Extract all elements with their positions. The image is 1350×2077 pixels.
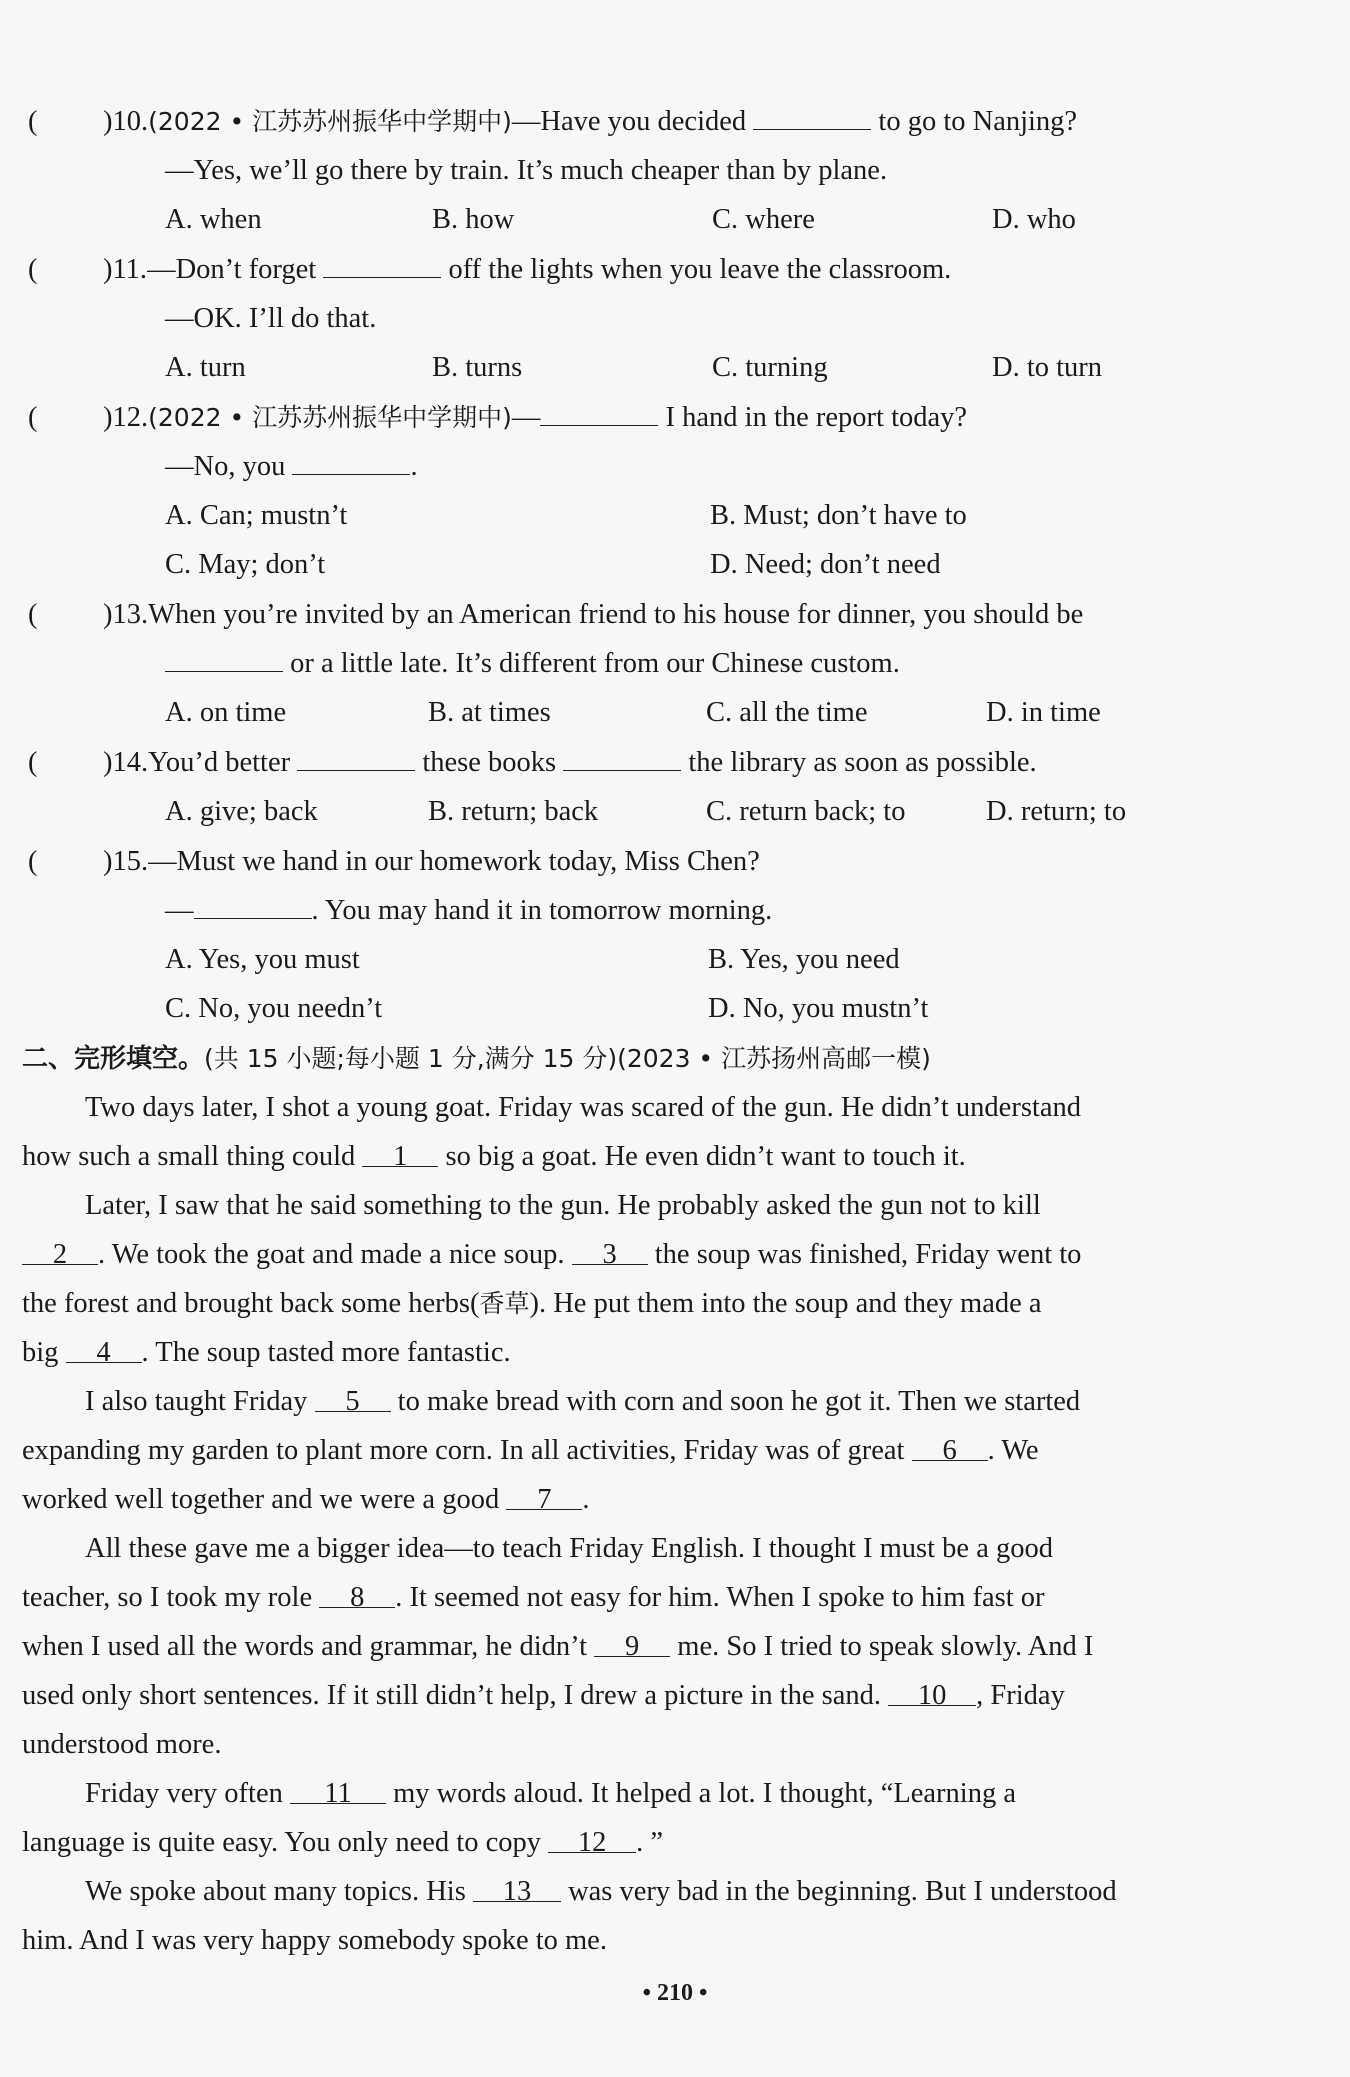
question-number: )12. (103, 402, 149, 433)
option-a[interactable]: A. when (165, 204, 262, 235)
cloze-blank-7[interactable]: 7 (506, 1485, 582, 1510)
answer-blank[interactable] (297, 746, 415, 771)
section-title: 二、完形填空。 (22, 1044, 205, 1074)
section-info: (共 15 小题;每小题 1 分,满分 15 分)(2023 • 江苏扬州高邮一模) (204, 1044, 931, 1073)
answer-bracket-15[interactable]: ( (28, 846, 38, 877)
option-d[interactable]: D. in time (986, 697, 1101, 728)
question-13-stem-cont: or a little late. It’s different from our Chinese custom. (165, 644, 900, 684)
option-d[interactable]: D. No, you mustn’t (708, 993, 929, 1024)
passage-line: understood more. (22, 1729, 222, 1760)
page-number: • 210 • (642, 1980, 708, 2006)
cloze-blank-11[interactable]: 11 (290, 1779, 386, 1804)
answer-bracket-11[interactable]: ( (28, 254, 38, 285)
answer-bracket-14[interactable]: ( (28, 747, 38, 778)
answer-bracket-12[interactable]: ( (28, 402, 38, 433)
passage-line: how such a small thing could 1 so big a goat. He even didn’t want to touch it. (22, 1141, 966, 1172)
option-d[interactable]: D. who (992, 204, 1076, 235)
option-a[interactable]: A. give; back (165, 796, 318, 827)
passage-line: big 4 . The soup tasted more fantastic. (22, 1337, 511, 1368)
question-15-response: — . You may hand it in tomorrow morning. (165, 895, 773, 926)
passage-line: teacher, so I took my role 8 . It seemed not easy for him. When I spoke to him fast or (22, 1582, 1045, 1613)
question-number: )15. (103, 846, 149, 877)
passage-line: All these gave me a bigger idea—to teach Friday English. I thought I must be a good (85, 1533, 1053, 1564)
option-c[interactable]: C. turning (712, 352, 828, 383)
passage-line: when I used all the words and grammar, he didn’t 9 me. So I tried to speak slowly. And I (22, 1631, 1094, 1662)
passage-line: Two days later, I shot a young goat. Friday was scared of the gun. He didn’t understand (85, 1092, 1081, 1123)
section-heading (22, 1039, 931, 1079)
cloze-blank-10[interactable]: 10 (888, 1681, 976, 1706)
question-10-stem: )10.(2022 • 江苏苏州振华中学期中)—Have you decided to go to Nanjing? (103, 106, 1078, 137)
question-source: (2022 • 江苏苏州振华中学期中) (148, 107, 512, 136)
question-number: )14. (103, 747, 149, 778)
passage-line: 2 . We took the goat and made a nice soup. 3 the soup was finished, Friday went to (22, 1235, 1081, 1275)
question-11-response: —OK. I’ll do that. (165, 303, 377, 334)
option-a[interactable]: A. turn (165, 352, 246, 383)
passage-line: language is quite easy. You only need to copy 12 . ” (22, 1827, 664, 1858)
question-13-stem: )13.When you’re invited by an American friend to his house for dinner, you should be (103, 599, 1084, 630)
answer-blank[interactable] (165, 647, 283, 672)
answer-bracket-13[interactable]: ( (28, 599, 38, 630)
answer-blank[interactable] (540, 401, 658, 426)
option-b[interactable]: B. return; back (428, 796, 599, 827)
passage-line: him. And I was very happy somebody spoke to me. (22, 1925, 607, 1956)
question-12-stem: )12.(2022 • 江苏苏州振华中学期中)— I hand in the report today? (103, 402, 968, 433)
passage-line: worked well together and we were a good 7 . (22, 1484, 590, 1515)
cloze-blank-9[interactable]: 9 (594, 1632, 670, 1657)
cloze-blank-8[interactable]: 8 (319, 1583, 395, 1608)
question-15-stem: )15.—Must we hand in our homework today, Miss Chen? (103, 846, 760, 877)
passage-line: We spoke about many topics. His 13 was very bad in the beginning. But I understood (85, 1876, 1117, 1907)
question-10-response: —Yes, we’ll go there by train. It’s much cheaper than by plane. (165, 155, 888, 186)
cloze-blank-5[interactable]: 5 (315, 1387, 391, 1412)
option-b[interactable]: B. Yes, you need (708, 944, 900, 975)
answer-blank[interactable] (323, 253, 441, 278)
option-b[interactable]: B. turns (432, 352, 523, 383)
cloze-blank-12[interactable]: 12 (548, 1828, 636, 1853)
option-c[interactable]: C. May; don’t (165, 549, 326, 580)
passage-line: Friday very often 11 my words aloud. It helped a lot. I thought, “Learning a (85, 1778, 1016, 1809)
question-number: )11. (103, 254, 148, 285)
option-b[interactable]: B. how (432, 204, 515, 235)
option-c[interactable]: C. all the time (706, 697, 868, 728)
cloze-blank-1[interactable]: 1 (362, 1142, 438, 1167)
option-c[interactable]: C. return back; to (706, 796, 906, 827)
cloze-blank-2[interactable]: 2 (22, 1240, 98, 1265)
answer-bracket-10[interactable]: ( (28, 106, 38, 137)
option-d[interactable]: D. to turn (992, 352, 1103, 383)
passage-line: used only short sentences. If it still didn’t help, I drew a picture in the sand. 10 , Friday (22, 1680, 1065, 1711)
answer-blank[interactable] (563, 746, 681, 771)
answer-blank[interactable] (753, 105, 871, 130)
option-d[interactable]: D. Need; don’t need (710, 549, 941, 580)
option-d[interactable]: D. return; to (986, 796, 1127, 827)
question-source: (2022 • 江苏苏州振华中学期中) (148, 403, 512, 432)
question-14-stem: )14.You’d better these books the library as soon as possible. (103, 747, 1037, 778)
question-number: )10. (103, 106, 149, 137)
option-b[interactable]: B. Must; don’t have to (710, 500, 967, 531)
answer-blank[interactable] (194, 894, 312, 919)
option-a[interactable]: A. Can; mustn’t (165, 500, 348, 531)
question-number: )13. (103, 599, 149, 630)
option-a[interactable]: A. on time (165, 697, 287, 728)
question-11-stem: )11.—Don’t forget off the lights when you leave the classroom. (103, 254, 952, 285)
passage-line: Later, I saw that he said something to the gun. He probably asked the gun not to kill (85, 1190, 1041, 1221)
question-12-response: —No, you . (165, 451, 418, 482)
cloze-blank-4[interactable]: 4 (66, 1338, 142, 1363)
option-c[interactable]: C. No, you needn’t (165, 993, 383, 1024)
passage-line: expanding my garden to plant more corn. In all activities, Friday was of great 6 . We (22, 1435, 1039, 1466)
passage-line: the forest and brought back some herbs(香草). He put them into the soup and they made a (22, 1288, 1042, 1319)
passage-line: I also taught Friday 5 to make bread with corn and soon he got it. Then we started (85, 1386, 1081, 1417)
answer-blank[interactable] (292, 450, 410, 475)
cloze-blank-3[interactable]: 3 (572, 1240, 648, 1265)
option-b[interactable]: B. at times (428, 697, 551, 728)
option-a[interactable]: A. Yes, you must (165, 944, 360, 975)
cloze-blank-6[interactable]: 6 (912, 1436, 988, 1461)
option-c[interactable]: C. where (712, 204, 815, 235)
cloze-blank-13[interactable]: 13 (473, 1877, 561, 1902)
